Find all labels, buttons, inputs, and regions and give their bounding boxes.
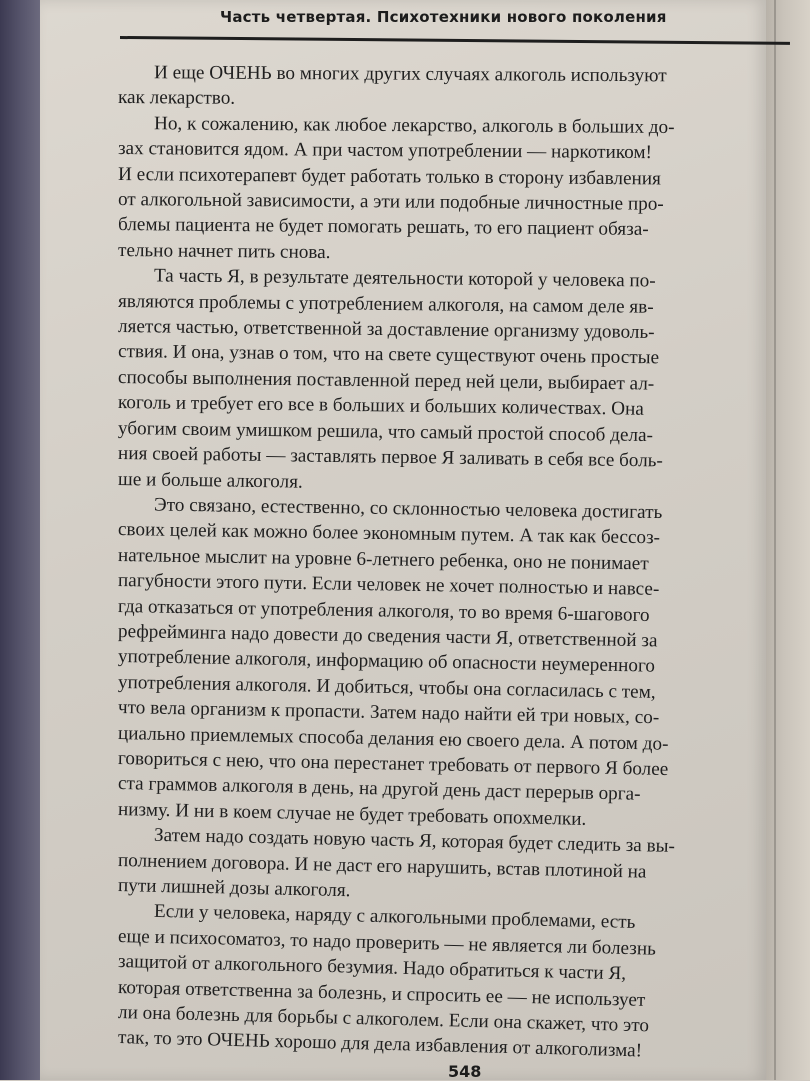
text-line: ста граммов алкоголя в день, на другой день даст перерыв орга- bbox=[117, 773, 641, 806]
text-line: своих целей как можно более экономным путем. А так как бессоз- bbox=[117, 519, 661, 549]
text-line: тельно начнет пить снова. bbox=[117, 239, 331, 263]
text-line: циально приемлемых способа делания ею своего дела. А потом до- bbox=[117, 722, 669, 755]
text-line: рефрейминга надо довести до сведения части Я, ответственной за bbox=[117, 620, 658, 652]
text-line: от алкогольной зависимости, а эти или подобные личностные про- bbox=[117, 189, 664, 215]
text-line: полнением договора. И не даст его нарушить, встав плотиной на bbox=[117, 849, 647, 883]
text-line: ли она болезнь для борьбы с алкоголем. Если она скажет, что это bbox=[117, 1002, 650, 1037]
text-line: коголь и требует его все в больших и больших количествах. Она bbox=[117, 392, 644, 420]
book-page bbox=[40, 0, 766, 1080]
text-line: защитой от алкогольного безумия. Надо обратиться к части Я, bbox=[117, 951, 627, 985]
header-rule bbox=[120, 36, 790, 45]
text-line: ствия. И она, узнав о том, что на свете существуют очень простые bbox=[117, 341, 660, 369]
text-line: так, то это ОЧЕНЬ хорошо для дела избавления от алкоголизма! bbox=[117, 1027, 643, 1062]
desk-background-left bbox=[0, 0, 40, 1080]
text-line: Это связано, естественно, со склонностью человека достигать bbox=[153, 494, 663, 523]
text-line: гда отказаться от употребления алкоголя, то во время 6-шагового bbox=[117, 595, 650, 626]
text-line: низму. И ни в коем случае не будет требовать опохмелки. bbox=[117, 798, 587, 830]
text-line: еще и психосоматоз, то надо проверить — не является ли болезнь bbox=[117, 925, 657, 960]
text-line: употребления алкоголя. И добиться, чтобы она согласилась с тем, bbox=[117, 671, 656, 703]
text-line: способы выполнения поставленной перед ней цели, выбирает ал- bbox=[117, 366, 655, 395]
text-line: блемы пациента не будет помогать решать, то его пациент обяза- bbox=[117, 214, 649, 241]
text-line: которая ответственна за болезнь, и спросить ее — не использует bbox=[117, 976, 646, 1011]
page-number: 548 bbox=[448, 1062, 482, 1081]
text-line: И если психотерапевт будет работать только в сторону избавления bbox=[117, 163, 661, 190]
text-line: говориться с нею, что она перестанет требовать от первого Я более bbox=[117, 747, 669, 781]
text-line: ляется частью, ответственной за доставление организму удоволь- bbox=[117, 316, 655, 344]
text-line: Та часть Я, в результате деятельности которой у человека по- bbox=[153, 265, 656, 292]
running-head: Часть четвертая. Психотехники нового поколения bbox=[220, 8, 667, 26]
text-line: Но, к сожалению, как любое лекарство, алкоголь в больших до- bbox=[153, 113, 675, 138]
text-line: И еще ОЧЕНЬ во многих других случаях алкоголь используют bbox=[153, 62, 667, 87]
body-text bbox=[117, 60, 810, 1062]
text-line: пути лишней дозы алкоголя. bbox=[117, 875, 351, 902]
text-line: Если у человека, наряду с алкогольными проблемами, есть bbox=[153, 901, 636, 934]
text-line: Затем надо создать новую часть Я, которая будет следить за вы- bbox=[153, 824, 676, 858]
text-line: убогим своим умишком решила, что самый простой способ дела- bbox=[117, 417, 654, 446]
text-line: нательное мыслит на уровне 6-летнего ребенка, оно не понимает bbox=[117, 544, 649, 575]
text-line: что вела организм к пропасти. Затем надо найти ей три новых, со- bbox=[117, 697, 660, 729]
text-line: зах становится ядом. А при частом употреблении — наркотиком! bbox=[117, 138, 652, 164]
text-line: как лекарство. bbox=[117, 87, 236, 110]
text-line: употребление алкоголя, информацию об опасности неумеренного bbox=[117, 646, 656, 677]
text-line: пагубности этого пути. Если человек не хочет полностью и навсе- bbox=[117, 570, 660, 601]
text-line: ше и больше алкоголя. bbox=[117, 468, 303, 493]
text-line: ния своей работы — заставлять первое Я заливать в себя все боль- bbox=[117, 443, 664, 472]
text-line: являются проблемы с употреблением алкоголя, на самом деле яв- bbox=[117, 290, 654, 318]
